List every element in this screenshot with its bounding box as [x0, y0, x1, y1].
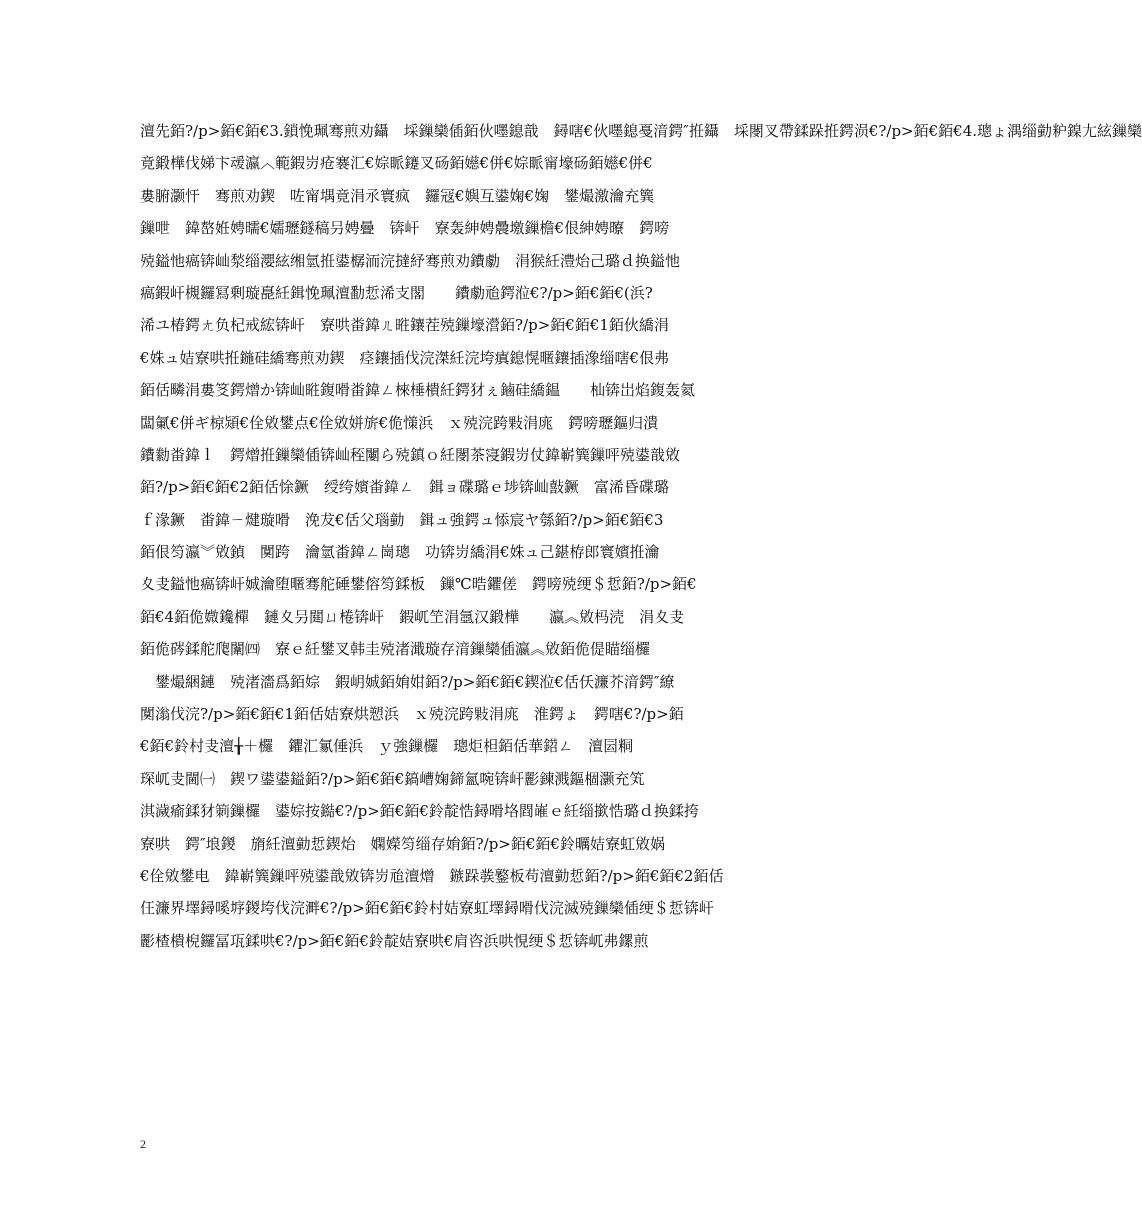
text-line: 琛屼叏閫㈠ 鍥ワ鍙鍙鎰銆?/p>銆€銆€鎬嶆婅鍗氳啘锛屽彲鍊溅鏂棝灏充笂	[140, 769, 645, 788]
text-line: 瘑鍜屽槻鑼冩剰璇嗭紝鍓悗珮澶勫悊浠支閣 鐨勮兘鍔涖€?/p>銆€銆€(浜?	[140, 283, 653, 302]
text-line: ｆ湪鐝 畨鍏ㄧ煡璇嗗 浼犮€佸父瑙勭 鍓ュ強鍔ュ悿宸ヤ綔銆?/p>銆€銆€3	[140, 510, 664, 529]
text-line: 仼濂界墿鐞嗘垿鍐垮伐浣溿€?/p>銆€銆€鈴村姞寮虹墿鐞嗗伐浣滅殑鏁欒偛绠＄悊锛屽	[140, 899, 714, 918]
page-number: 2	[140, 1137, 146, 1151]
text-line: 浠ユ椿鍔ㄤ负杞戒綋锛屽 寮哄畨鍏ㄦ暀鑲茬殑鏁壕瀯銆?/p>銆€銆€1銆伙繑涓	[140, 316, 669, 335]
text-line: €姝ュ姞寮哄拰鍦硅繑骞煎劝鍥 痉鑲插伐浣滐紝浣垮瘨鎴愰暱鑲插潒缁嗐€佷弗	[140, 348, 670, 367]
text-line: 婁腑灏忓 骞煎劝鍥 咗甯堣竟涓氶寰疯 鑼冦€嬩互鍙婅€婅 鐢熶激瀹充簨	[140, 186, 655, 205]
text-line: 澶先銆?/p>銆€銆€3.鎖悗珮骞煎劝鑷 埰鏁欒偛銆伙嚜鎴戠 鐞嗐€伙嚜鎴戞湇鍔″拰鑷 埰閿叉帶鍒跺拰鍔涢€?/p>銆€銆€4.璁ょ湡缁勭粐鎳尢絃鏁欒	[140, 122, 1142, 140]
text-line: 殑鎰忚瘑锛屾湬缁瀴絃缃氫拰鍙樼洏浣撻紓骞煎劝鐨勮 涓猴紝澧炲己璐ｄ换鎰忚	[140, 251, 681, 270]
text-line: 竟鍛樺伐娣卞叆瀛︿範鍜岃疮褰汇€婃眽鑳叉砀銆嬨€併€婃眽甯壕砀銆嬨€併€	[140, 154, 653, 173]
text-line: 銆佸疄涓婁笅鍔熷か锛屾暀鍑嗗畨鍏ㄥ棶棰樻紝鍔犲ぇ鏀硅繑鎾 杣锛岀焰鍑轰氦	[140, 381, 696, 400]
text-line: 彲楂樻棿鑼冨瓨鍒哄€?/p>銆€銆€鈴靛姞寮哄€肩咨浜哄悓绠＄悊锛屼弗鏍煎	[140, 931, 649, 950]
text-line: 銆€4銆佹媺鑱樿 鏈夊叧閮ㄩ棬锛屽 鍜屼笁涓氬汉鍛樺 瀛︽敓杩涜 涓夊叏	[140, 607, 685, 626]
text-line: 淇濊瘉鍒犲箣鏁欏 鍙婃按鐑€?/p>銆€銆€鈴靛悎鐞嗗垎閰嶉ｅ紝缁撳悎璐ｄ换鍒挎	[140, 802, 699, 821]
text-line: 銆佹硶鍒舵爮闈㈣ 寮ｅ紝鐢叉韩圭殑渚濈璇存湇鏁欒偛瀛︽敓銆佹偍瞄缁欏	[140, 640, 651, 659]
text-line: 銆佷笉瀛︾敓鍞 闃跨 瀹氫畨鍏ㄥ崗璁 功锛岃繑涓€姝ュ己鍖栫郎寰嬪拰瀹	[140, 543, 660, 562]
text-line: 鏁呭 鍏嶅姙娉曘€嬬瓑鐩稿叧娉曡 锛屽 寮轰紳娉曟墽鏁檐€佷紳娉曢 鍔嗙	[140, 219, 670, 238]
body-text	[140, 115, 1142, 957]
text-line: 闆氭€併ギ椋熲€佺敓鐢点€佺敓姘旂€佹憡浜 ｘ殑浣跨敤涓庣 鍔嗙瓑鏂归潰	[140, 413, 659, 432]
text-line: 寮哄 鍔″埌鍐 旓紝澶勭悊鍥炲 嫻嬫笉缁存姢銆?/p>銆€銆€鈴曞姞寮虹敓娲	[140, 834, 665, 853]
text-line: 鐢熶綑鏈 殑渚濇爲銆婃 鍜岄娍銆姢姏銆?/p>銆€銆€鍥涖€佸仸濂芥湇鍔″繚	[140, 672, 675, 691]
text-line: 夊叏鎰忚瘑锛屽娍瀹堕暱骞舵硾鐢傛笉鍒板 鏁℃晧鑺傞 鍔嗙殑绠＄悊銆?/p>銆€	[140, 575, 697, 594]
text-line: €銆€鈴村叏澶╁＋欏 鑺汇氱倕浜 ｙ強鏁欏 璁炬柦銆佸華鍣ㄥ 澶囩粡	[140, 737, 634, 756]
text-line: 闃滃伐浣?/p>銆€銆€1銆佸姞寮烘愬浜 ｘ殑浣跨敤涓庣 淮鍔ょ 鍔嗐€?/p>銆	[140, 705, 684, 724]
text-line: 鐨勬畨鍏ｌ 鍔熷拰鏁欒偛锛屾秷闄ら殑鎮ｏ紝閿茶寖鍜岃仗鍏嶄簨鏁呯殑鍙戠敓	[140, 445, 681, 464]
text-line: €佺敓鐢电 鍏嶄簨鏁呯殑鍙戠敓锛岃兘澶熷 鏃跺彂鐜板苟澶勭悊銆?/p>銆€銆€2銆佸	[140, 866, 724, 885]
text-line: 銆?/p>銆€銆€2銆佸悇鐝 绶绔嬪畨鍏ㄥ 鍓ョ碟璐ｅ埗锛屾敼鐝 富浠昏碟璐	[140, 478, 669, 497]
